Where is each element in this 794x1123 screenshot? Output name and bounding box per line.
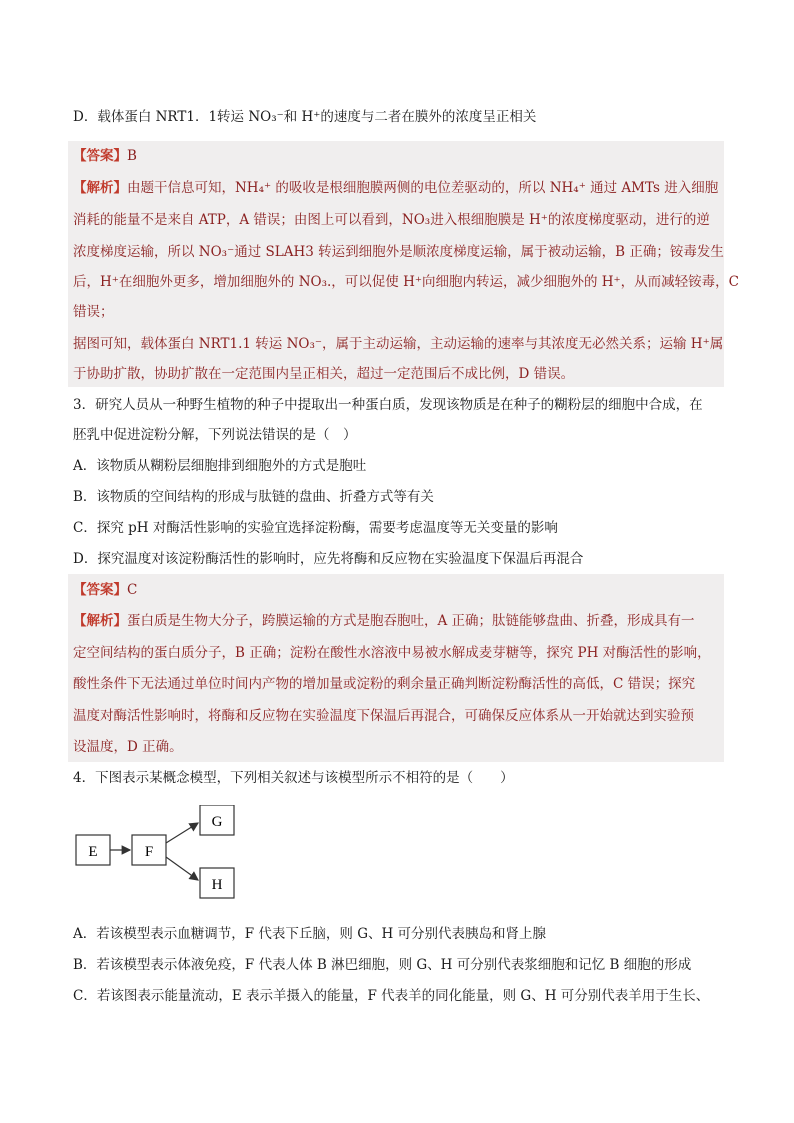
- q2-explanation-line-3: 浓度梯度运输，所以 NO₃⁻通过 SLAH3 转运到细胞外是顺浓度梯度运输，属于被动运输，B 正确；铵毒发生: [73, 244, 724, 260]
- node-f-label: F: [144, 844, 154, 860]
- q2-explanation-line-1: 【解析】由题干信息可知，NH₄⁺ 的吸收是根细胞膜两侧的电位差驱动的，所以 NH₄⁺ 通过 AMTs 进入细胞: [73, 180, 719, 196]
- q2-option-d: D．载体蛋白 NRT1．1转运 NO₃⁻和 H⁺的速度与二者在膜外的浓度呈正相关: [73, 109, 537, 125]
- q3-explanation-line-5: 设温度，D 正确。: [73, 739, 183, 755]
- q3-explanation-line-4: 温度对酶活性影响时，将酶和反应物在实验温度下保温后再混合，可确保反应体系从一开始就达到实验预: [73, 708, 694, 724]
- arrow-f-h: [166, 857, 198, 880]
- q3-option-c: C．探究 pH 对酶活性影响的实验宜选择淀粉酶，需要考虑温度等无关变量的影响: [73, 520, 558, 536]
- q4-option-c: C．若该图表示能量流动，E 表示羊摄入的能量，F 代表羊的同化能量，则 G、H 可分别代表羊用于生长、: [73, 988, 710, 1004]
- q3-explanation-line-1: 【解析】蛋白质是生物大分子，跨膜运输的方式是胞吞胞吐，A 正确；肽链能够盘曲、折叠，形成具有一: [73, 613, 695, 629]
- q3-answer-box: [68, 574, 724, 762]
- answer-tag: 【答案】: [73, 148, 127, 164]
- answer-value: C: [127, 582, 138, 598]
- node-h-label: H: [211, 877, 223, 893]
- node-g-label: G: [211, 814, 223, 830]
- answer-tag: 【答案】: [73, 582, 127, 598]
- concept-model-diagram: [72, 805, 242, 905]
- q3-option-b: B．该物质的空间结构的形成与肽链的盘曲、折叠方式等有关: [73, 489, 434, 505]
- q4-stem: 4．下图表示某概念模型，下列相关叙述与该模型所示不相符的是（ ）: [73, 770, 514, 786]
- node-e-label: E: [88, 844, 98, 860]
- q4-option-a: A．若该模型表示血糖调节，F 代表下丘脑，则 G、H 可分别代表胰岛和肾上腺: [73, 926, 547, 942]
- q3-option-a: A．该物质从糊粉层细胞排到细胞外的方式是胞吐: [73, 458, 367, 474]
- q3-explanation-line-2: 定空间结构的蛋白质分子，B 正确；淀粉在酸性水溶液中易被水解成麦芽糖等，探究 PH 对酶活性的影响，: [73, 645, 711, 661]
- q2-explanation-line-2: 消耗的能量不是来自 ATP，A 错误；由图上可以看到，NO₃进入根细胞膜是 H⁺的浓度梯度驱动，进行的逆: [73, 212, 710, 228]
- q3-option-d: D．探究温度对该淀粉酶活性的影响时，应先将酶和反应物在实验温度下保温后再混合: [73, 551, 584, 567]
- answer-value: B: [127, 148, 137, 164]
- q3-answer: [73, 580, 137, 600]
- q3-stem-line-2: 胚乳中促进淀粉分解，下列说法错误的是（ ）: [73, 427, 357, 443]
- explanation-tag: 【解析】: [73, 180, 127, 196]
- arrow-f-g: [166, 823, 198, 843]
- q2-answer: [73, 146, 137, 166]
- explanation-tag: 【解析】: [73, 613, 127, 629]
- q2-explanation-line-6: 据图可知，载体蛋白 NRT1.1 转运 NO₃⁻，属于主动运输，主动运输的速率与其浓度无必然关系；运输 H⁺属: [73, 336, 724, 352]
- q2-explanation-line-4: 后，H⁺在细胞外更多，增加细胞外的 NO₃.，可以促使 H⁺向细胞内转运，减少细胞外的 H⁺，从而减轻铵毒，C: [73, 274, 739, 290]
- q3-stem-line-1: 3．研究人员从一种野生植物的种子中提取出一种蛋白质，发现该物质是在种子的糊粉层的细胞中合成，在: [73, 397, 703, 413]
- q2-explanation-line-5: 错误；: [73, 304, 114, 320]
- q3-explanation-line-3: 酸性条件下无法通过单位时间内产物的增加量或淀粉的剩余量正确判断淀粉酶活性的高低，C 错误；探究: [73, 676, 696, 692]
- q4-option-b: B．若该模型表示体液免疫，F 代表人体 B 淋巴细胞，则 G、H 可分别代表浆细胞和记忆 B 细胞的形成: [73, 957, 692, 973]
- q2-explanation-line-7: 于协助扩散，协助扩散在一定范围内呈正相关，超过一定范围后不成比例，D 错误。: [73, 366, 575, 382]
